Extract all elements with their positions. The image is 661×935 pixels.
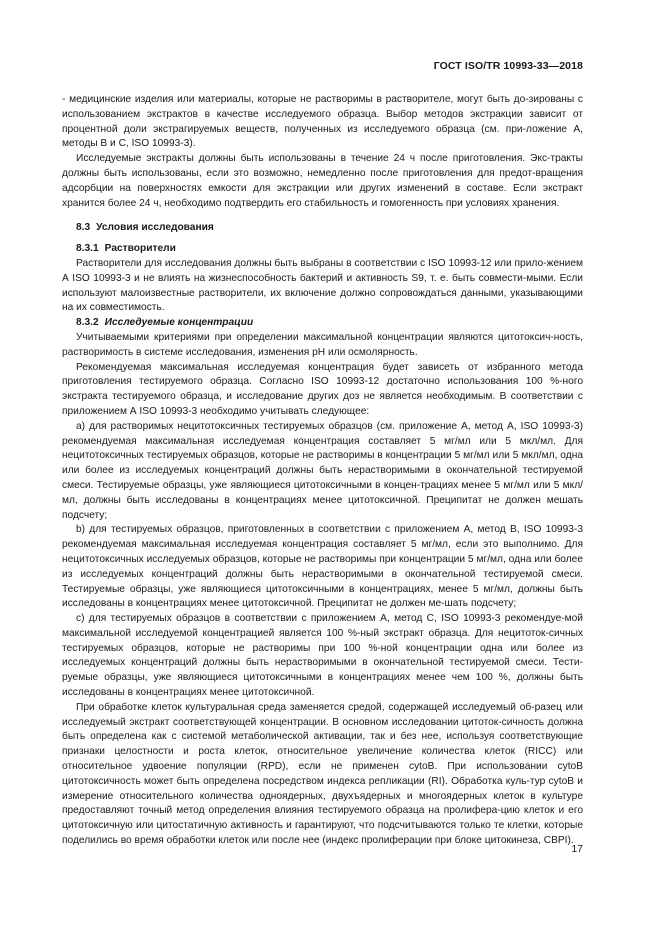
paragraph-list-item-cont: - медицинские изделия или материалы, которые не растворимы в растворителе, могут быть до-зированы с использованием экстрактов в качестве исследуемого образца. Выбор методов экстракции зависит от процентной доли экстрагируемых веществ, полученных из исследуемого образца (см. при-ложение А, методы В и С, ISO 10993-3). <box>62 94 583 150</box>
page-number: 17 <box>571 843 583 855</box>
document-header: ГОСТ ISO/TR 10993-33—2018 <box>433 60 583 72</box>
list-item: b) для тестируемых образцов, приготовленных в соответствии с приложением А, метод В, ISO 10993-3 рекомендуемая максимальная исследуемая концентрация составляет 5 мг/мл, если это выполнимо. Для нецитотоксичных исследуемых образцов, которые не растворимы при концентрации 5 мг/мл, одна или более из исследуемых концентраций должны быть нерастворимыми в окончательной тестируемой смеси. Тестируемые образцы, уже являющиеся цитотоксичными в концентрациях, менее 5 мг/мл, должны быть исследованы в концентрациях менее цитотоксичной. Преципитат не должен ме-шать подсчету; <box>62 524 583 610</box>
section-number: 8.3 <box>76 222 91 234</box>
paragraph: Исследуемые экстракты должны быть использованы в течение 24 ч после приготовления. Экс-тракты должны быть использованы, если это возможно, немедленно после приготовления для предот-вращения адсорбции на поверхностях емкости для экстракции или других изменений в составе. Если экстракт хранится более 24 ч, необходимо подтвердить его стабильность и гомогенность при условиях хранения. <box>62 153 583 209</box>
paragraph: При обработке клеток культуральная среда заменяется средой, содержащей исследуемый об-разец или исследуемый экстракт соответствующей концентрации. В основном исследовании цитоток-сичность должна быть определена как с системой метаболической активации, так и без нее, используя соответствующие признаки целостности и роста клеток, относительное увеличение количества клеток (RICC) или относительное удвоение популяции (RPD), если не применен cytoB. При использовании cytoB цитотоксичность может быть определена посредством индекса репликации (RI). Обработка куль-тур cytoB и измерение относительного количества одноядерных, двухъядерных и многоядерных клеток в культуре предоставляют точный метод определения влияния тестируемого образца на пролифера-цию клеток и его цитотоксичную или цитостатичную активность и гарантируют, что подсчитываются только те клетки, которые поделились во время обработки клеток или после нее (индекс пролиферации при блоке цитокинеза, CBPI). <box>62 701 583 847</box>
list-item: а) для растворимых нецитотоксичных тестируемых образцов (см. приложение А, метод А, ISO 10993-3) рекомендуемая максимальная исследуемая концентрация составляет 5 мг/мл или 5 мкл/мл. Для нецитотоксичных тестируемых образцов, которые не растворимы в концентрации 5 мг/мл или 5 мкл/мл, одна или более из исследуемых концентраций должны быть нерастворимыми в окончательной тестируемой смеси. Тестируемые образцы, уже являющиеся цитотоксичными в концен-трациях менее 5 мг/мл или 5 мкл/мл, должны быть исследованы в концентрациях менее цитотоксичной. Преципитат не должен мешать подсчету; <box>62 420 583 521</box>
section-heading <box>62 221 583 236</box>
subsection-title: Растворители <box>104 243 176 255</box>
document-body <box>62 93 583 849</box>
paragraph: Рекомендуемая максимальная исследуемая концентрация будет зависеть от избранного метода приготовления тестируемого образца. Согласно ISO 10993-12 достаточно использования 100 %-ного экстракта тестируемого образца, и исследование других доз не является необходимым. В соответствии с приложением А ISO 10993-3 необходимо учитывать следующее: <box>62 361 583 417</box>
subsection-number: 8.3.1 <box>76 243 99 255</box>
paragraph: Учитываемыми критериями при определении максимальной концентрации являются цитотоксич-ность, растворимость в системе исследования, изменения рН или осмолярность. <box>62 331 583 358</box>
subsection-title: Исследуемые концентрации <box>104 317 254 329</box>
subsection-number: 8.3.2 <box>76 317 99 329</box>
subsection-heading <box>62 316 583 331</box>
subsection-heading <box>62 242 583 257</box>
list-item: с) для тестируемых образцов в соответствии с приложением А, метод С, ISO 10993-3 рекомендуе-мой максимальной исследуемой концентрацией является 100 %-ный экстракт образца. Для нецитоток-сичных тестируемых образцов, которые не растворимы при 100 %-ной концентрации одна или более из исследуемых концентраций должны быть нерастворимыми в окончательной тестируемой смеси. Тести-руемые образцы, уже являющиеся цитотоксичными в концентрациях менее чем 100 %, должны быть исследованы в концентрациях менее цитотоксичной. <box>62 613 583 699</box>
section-title: Условия исследования <box>96 222 214 234</box>
paragraph: Растворители для исследования должны быть выбраны в соответствии с ISO 10993-12 или прило-жением А ISO 10993-3 и не влиять на жизнеспособность бактерий и активность S9, т. е. быть совмести-мыми. Если используют малоизвестные растворители, их включение должно сопровождаться данными, указывающими на их совместимость. <box>62 257 583 314</box>
